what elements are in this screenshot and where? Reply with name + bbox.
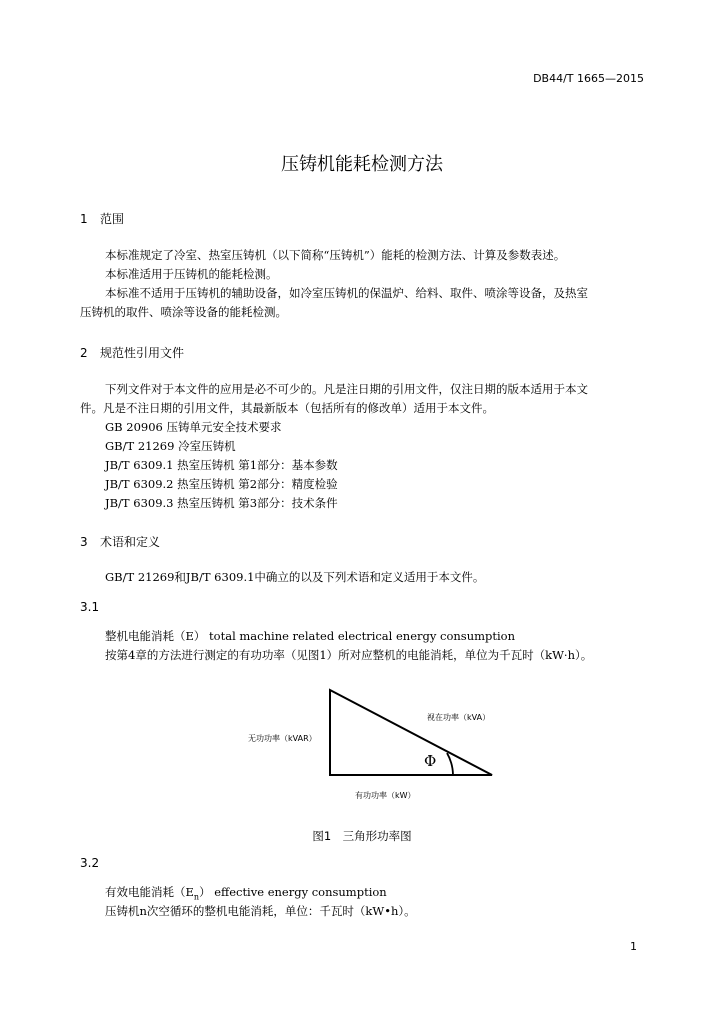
page-number: 1: [630, 940, 637, 953]
term-3-1-name: 整机电能消耗（E） total machine related electrical energy consumption: [105, 629, 516, 643]
term-3-1-number: 3.1: [80, 600, 100, 614]
active-power-label: 有功功率（kW）: [355, 791, 416, 800]
section-1-number: 1: [80, 212, 88, 226]
standard-number: DB44/T 1665—2015: [533, 72, 644, 85]
section-3-number: 3: [80, 535, 88, 549]
s2-para-1: 下列文件对于本文件的应用是必不可少的。凡是注日期的引用文件，仅注日期的版本适用于本文: [105, 382, 588, 396]
section-1-heading: [80, 210, 124, 227]
document-title: 压铸机能耗检测方法: [281, 154, 443, 175]
section-1-title: 范围: [100, 212, 125, 226]
reference-item: GB 20906 压铸单元安全技术要求: [105, 420, 282, 434]
s1-para-1: 本标准规定了冷室、热室压铸机（以下简称“压铸机”）能耗的检测方法、计算及参数表述。: [105, 248, 566, 262]
apparent-power-label: 视在功率（kVA）: [427, 713, 491, 722]
term-3-1-definition: 按第4章的方法进行测定的有功功率（见图1）所对应整机的电能消耗，单位为千瓦时（kW·h）。: [105, 648, 593, 662]
reference-item: JB/T 6309.1 热室压铸机 第1部分：基本参数: [105, 458, 338, 472]
angle-phi-label: Φ: [424, 752, 437, 770]
section-3-title: 术语和定义: [100, 535, 161, 549]
s1-para-2: 本标准适用于压铸机的能耗检测。: [105, 267, 278, 281]
term-3-2-name-pre: 有效电能消耗（E: [105, 885, 194, 899]
term-3-2-name-sub: n: [193, 892, 200, 902]
section-2-title: 规范性引用文件: [100, 346, 185, 360]
s2-para-1-cont: 件。凡是不注日期的引用文件，其最新版本（包括所有的修改单）适用于本文件。: [80, 401, 494, 415]
reference-item: GB/T 21269 冷室压铸机: [105, 439, 236, 453]
power-triangle: [330, 690, 492, 775]
term-3-2-definition: 压铸机n次空循环的整机电能消耗，单位：千瓦时（kW•h）。: [105, 904, 416, 918]
s1-para-3: 本标准不适用于压铸机的辅助设备，如冷室压铸机的保温炉、给料、取件、喷涂等设备，及热室: [105, 286, 588, 300]
angle-arc: [447, 753, 453, 775]
reference-item: JB/T 6309.3 热室压铸机 第3部分：技术条件: [105, 496, 338, 510]
section-2-heading: [80, 344, 184, 361]
term-3-2-name-post: ） effective energy consumption: [199, 885, 387, 899]
figure-1-caption: 图1 三角形功率图: [312, 829, 412, 843]
reactive-power-label: 无功功率（kVAR）: [248, 734, 317, 743]
section-3-heading: [80, 533, 160, 550]
term-3-2-number: 3.2: [80, 856, 100, 870]
section-2-number: 2: [80, 346, 88, 360]
s3-intro: GB/T 21269和JB/T 6309.1中确立的以及下列术语和定义适用于本文件。: [105, 570, 485, 584]
s1-para-3-cont: 压铸机的取件、喷涂等设备的能耗检测。: [80, 305, 287, 319]
reference-item: JB/T 6309.2 热室压铸机 第2部分：精度检验: [105, 477, 338, 491]
